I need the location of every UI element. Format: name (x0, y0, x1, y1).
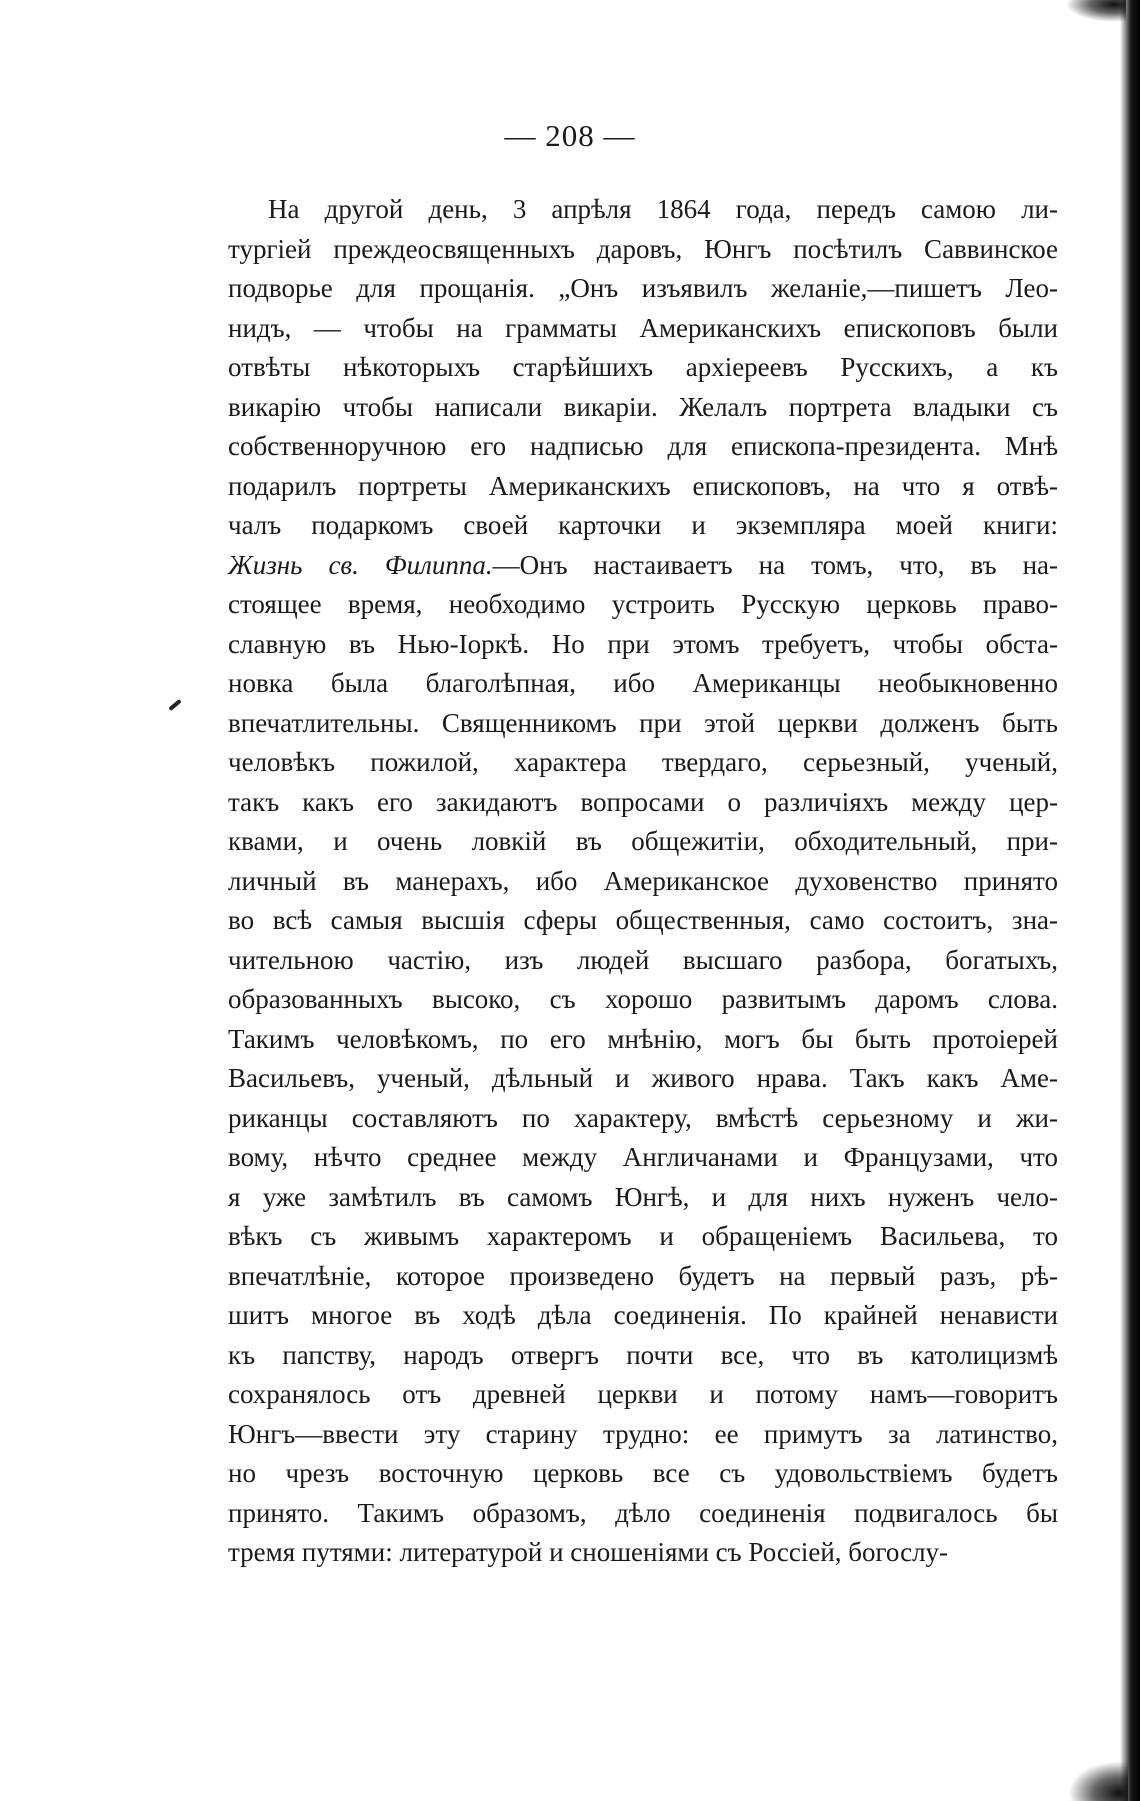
text-line: тургіей преждеосвященныхъ даровъ, Юнгъ посѣтилъ Саввинское (228, 233, 1058, 264)
text-line: я уже замѣтилъ въ самомъ Юнгѣ, и для нихъ нуженъ чело- (228, 1181, 1058, 1212)
text-line: во всѣ самыя высшія сферы общественныя, само состоитъ, зна- (228, 905, 1058, 935)
text-line: нидъ, — чтобы на грамматы Американскихъ епископовъ были (228, 312, 1058, 343)
text-line: отвѣты нѣкоторыхъ старѣйшихъ архіереевъ Русскихъ, а къ (228, 352, 1058, 382)
text-line: викарію чтобы написали викаріи. Желалъ портрета владыки съ (228, 391, 1058, 422)
text-line: подарилъ портреты Американскихъ епископовъ, на что я отвѣ- (228, 470, 1058, 501)
text-line: вому, нѣчто среднее между Англичанами и Французами, что (228, 1142, 1058, 1172)
text-line: славную въ Нью-Іоркѣ. Но при этомъ требуетъ, чтобы обста- (228, 628, 1058, 659)
text-line: впечатлѣніе, которое произведено будетъ на первый разъ, рѣ- (228, 1260, 1058, 1291)
text-line: собственноручною его надписью для епископа-президента. Мнѣ (228, 431, 1058, 461)
text-line: къ папству, народъ отвергъ почти все, что въ католицизмѣ (228, 1339, 1058, 1370)
page-number: — 208 — (504, 118, 636, 153)
text-line: впечатлительны. Священникомъ при этой церкви долженъ быть (228, 707, 1058, 738)
text-line: На другой день, 3 апрѣля 1864 года, передъ самою ли- (268, 194, 1058, 224)
body-text (228, 190, 1058, 1573)
text-line: но чрезъ восточную церковь все съ удовольствіемъ будетъ (228, 1458, 1058, 1488)
text-line: чительною частію, изъ людей высшаго разбора, богатыхъ, (228, 944, 1058, 975)
text-line: квами, и очень ловкій въ общежитіи, обходительный, при- (228, 826, 1058, 856)
margin-pencil-mark (168, 699, 181, 711)
binding-edge-shadow (1120, 0, 1140, 1801)
text-line: новка была благолѣпная, ибо Американцы необыкновенно (228, 668, 1058, 698)
text-line: Юнгъ—ввести эту старину трудно: ее примутъ за латинство, (228, 1418, 1058, 1449)
text-line-with-italic-title: Жизнь св. Филиппа.—Онъ настаиваетъ на томъ, что, въ на- (228, 549, 1059, 580)
text-line: подворье для прощанія. „Онъ изъявилъ желаніе,—пишетъ Лео- (228, 273, 1058, 303)
scan-artifact-bottom (1068, 1761, 1128, 1801)
text-line: тремя путями: литературой и сношеніями съ Россіей, богослу- (228, 1537, 949, 1567)
text-line: сохранялось отъ древней церкви и потому намъ—говоритъ (228, 1379, 1058, 1409)
text-line: Васильевъ, ученый, дѣльный и живого нрава. Такъ какъ Аме- (228, 1063, 1058, 1093)
text-line: шитъ многое въ ходѣ дѣла соединенія. По крайней ненависти (228, 1300, 1058, 1330)
text-line: человѣкъ пожилой, характера твердаго, серьезный, ученый, (228, 747, 1058, 777)
text-line: стоящее время, необходимо устроить Русскую церковь право- (228, 589, 1058, 619)
book-title: Жизнь св. Филиппа. (228, 549, 493, 580)
text-line: риканцы составляютъ по характеру, вмѣстѣ серьезному и жи- (228, 1102, 1058, 1133)
text-line: личный въ манерахъ, ибо Американское духовенство принято (228, 865, 1058, 896)
text-line: Такимъ человѣкомъ, по его мнѣнію, могъ бы быть протоіерей (228, 1023, 1058, 1054)
text-line: образованныхъ высоко, съ хорошо развитымъ даромъ слова. (228, 984, 1058, 1014)
text-line: принято. Такимъ образомъ, дѣло соединенія подвигалось бы (228, 1497, 1058, 1528)
text-line: вѣкъ съ живымъ характеромъ и обращеніемъ Васильева, то (228, 1221, 1058, 1251)
text-line: чалъ подаркомъ своей карточки и экземпляра моей книги: (228, 510, 1058, 540)
text-line: такъ какъ его закидаютъ вопросами о различіяхъ между цер- (228, 786, 1058, 817)
scan-artifact-top (1066, 0, 1126, 22)
